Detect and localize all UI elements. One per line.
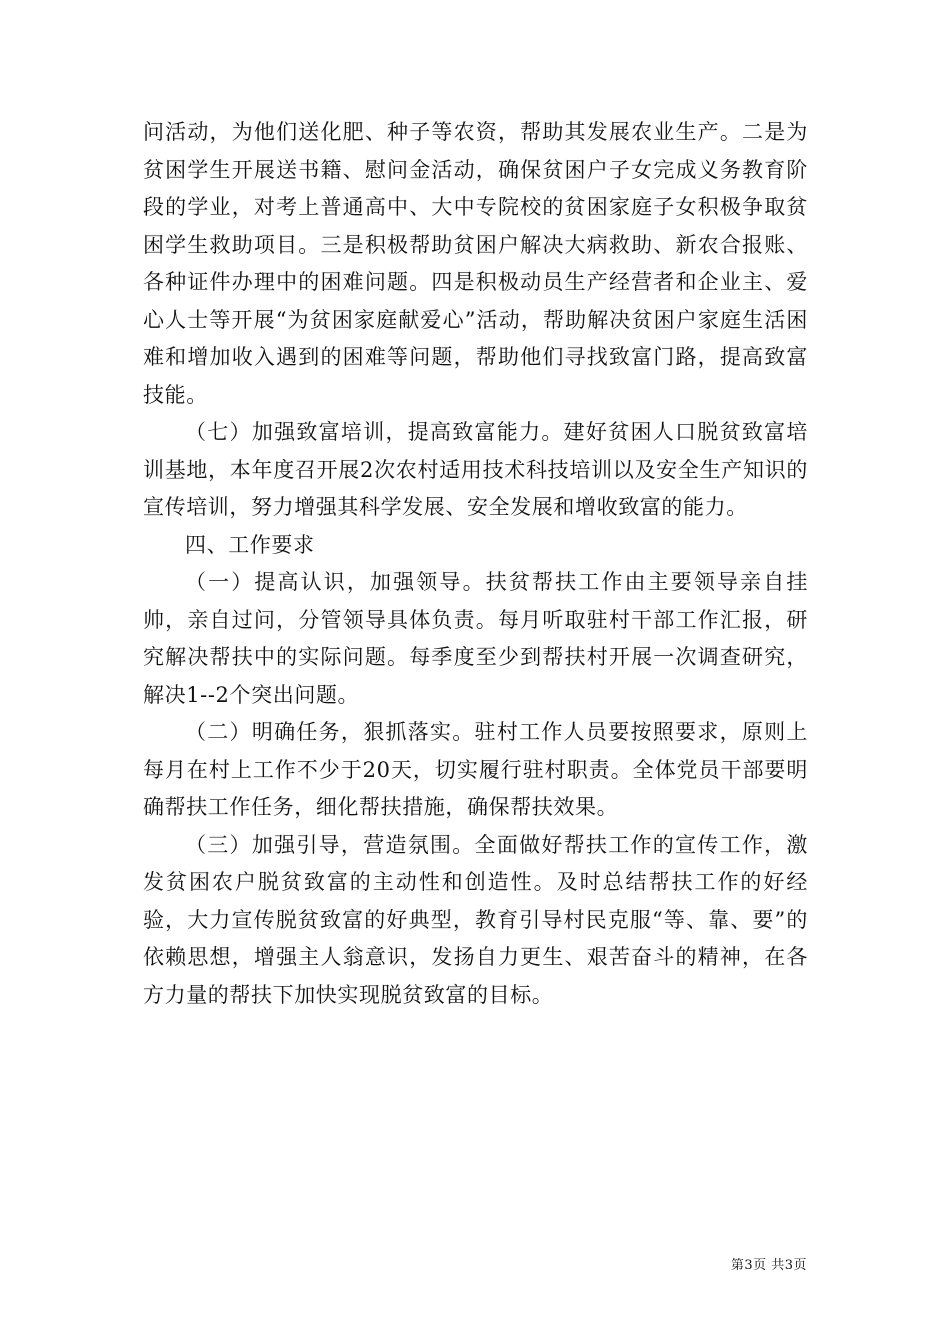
paragraph-guidance: （三）加强引导，营造氛围。全面做好帮扶工作的宣传工作，激发贫困农户脱贫致富的主动性和创造性。及时总结帮扶工作的好经验，大力宣传脱贫致富的好典型，教育引导村民克服“等、靠、要”的依赖思想，增强主人翁意识，发扬自力更生、艰苦奋斗的精神，在各方力量的帮扶下加快实现脱贫致富的目标。 [143,832,808,1007]
paragraph-continued-assistance: 问活动，为他们送化肥、种子等农资，帮助其发展农业生产。二是为贫困学生开展送书籍、慰问金活动，确保贫困户子女完成义务教育阶段的学业，对考上普通高中、大中专院校的贫困家庭子女积极争取贫困学生救助项目。三是积极帮助贫困户解决大病救助、新农合报账、各种证件办理中的困难问题。四是积极动员生产经营者和企业主、爱心人士等开展“为贫困家庭献爱心”活动，帮助解决贫困户家庭生活困难和增加收入遇到的困难等问题，帮助他们寻找致富门路，提高致富技能。 [143,120,808,407]
paragraph-leadership: （一）提高认识，加强领导。扶贫帮扶工作由主要领导亲自挂帅，亲自过问，分管领导具体负责。每月听取驻村干部工作汇报，研究解决帮扶中的实际问题。每季度至少到帮扶村开展一次调查研究，解决1--2个突出问题。 [143,570,808,707]
page-number-footer: 第3页 共3页 [730,1258,807,1273]
paragraph-tasks: （二）明确任务，狠抓落实。驻村工作人员要按照要求，原则上每月在村上工作不少于20天，切实履行驻村职责。全体党员干部要明确帮扶工作任务，细化帮扶措施，确保帮扶效果。 [143,720,808,819]
document-body [143,114,808,1014]
paragraph-training: （七）加强致富培训，提高致富能力。建好贫困人口脱贫致富培训基地，本年度召开展2次农村适用技术科技培训以及安全生产知识的宣传培训，努力增强其科学发展、安全发展和增收致富的能力。 [143,420,808,519]
section-heading-work-requirements: 四、工作要求 [185,532,315,557]
